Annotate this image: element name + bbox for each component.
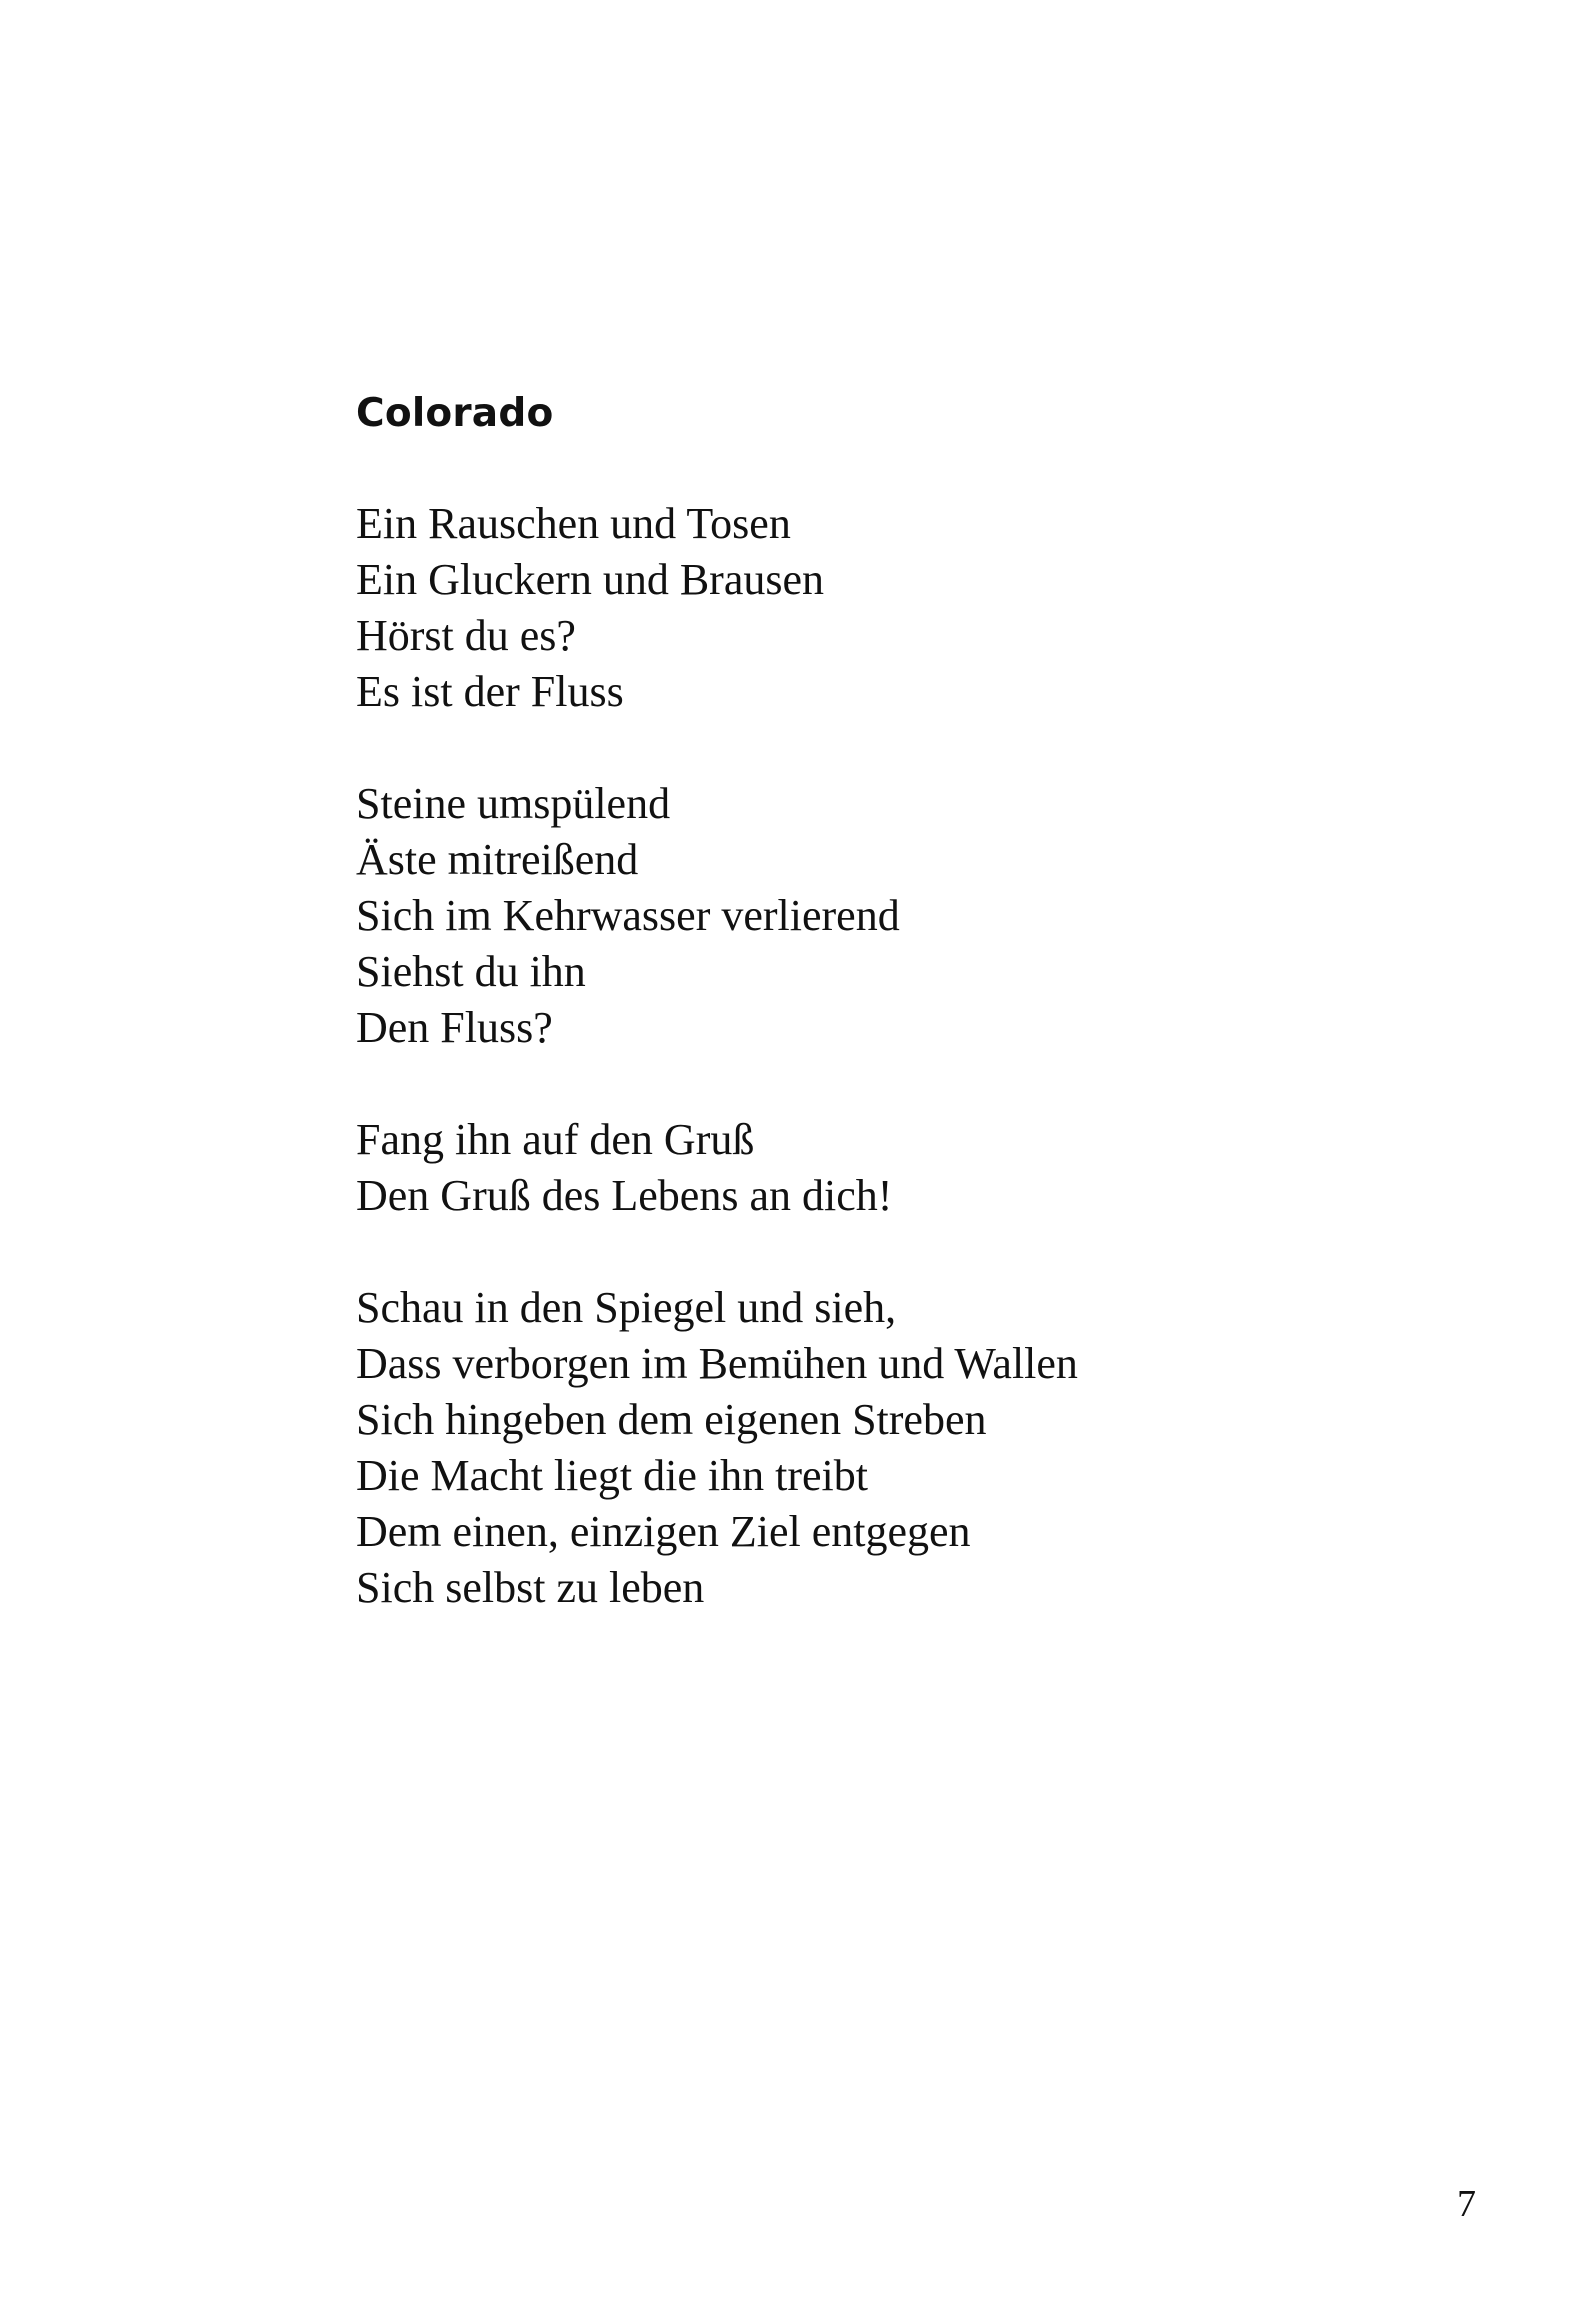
poem [356,386,1356,1672]
poem-line: Schau in den Spiegel und sieh, [356,1283,897,1332]
poem-line: Sich selbst zu leben [356,1563,705,1612]
poem-line: Dass verborgen im Bemühen und Wallen [356,1339,1078,1388]
page-number: 7 [1457,2183,1476,2225]
poem-line: Äste mitreißend [356,835,639,884]
poem-line: Ein Gluckern und Brausen [356,555,824,604]
poem-title: Colorado [356,391,554,436]
stanza-3 [356,1112,1356,1224]
poem-line: Die Macht liegt die ihn treibt [356,1451,868,1500]
poem-line: Steine umspülend [356,779,671,828]
poem-line: Den Gruß des Lebens an dich! [356,1171,893,1220]
poem-line: Fang ihn auf den Gruß [356,1115,755,1164]
poem-line: Dem einen, einzigen Ziel entgegen [356,1507,971,1556]
poem-line: Hörst du es? [356,611,576,660]
poem-line: Siehst du ihn [356,947,586,996]
stanza-4 [356,1280,1356,1616]
poem-line: Sich hingeben dem eigenen Streben [356,1395,987,1444]
stanza-1 [356,496,1356,720]
poem-line: Sich im Kehrwasser verlierend [356,891,900,940]
poem-line: Ein Rauschen und Tosen [356,499,791,548]
stanza-2 [356,776,1356,1056]
poem-line: Es ist der Fluss [356,667,624,716]
poem-line: Den Fluss? [356,1003,553,1052]
